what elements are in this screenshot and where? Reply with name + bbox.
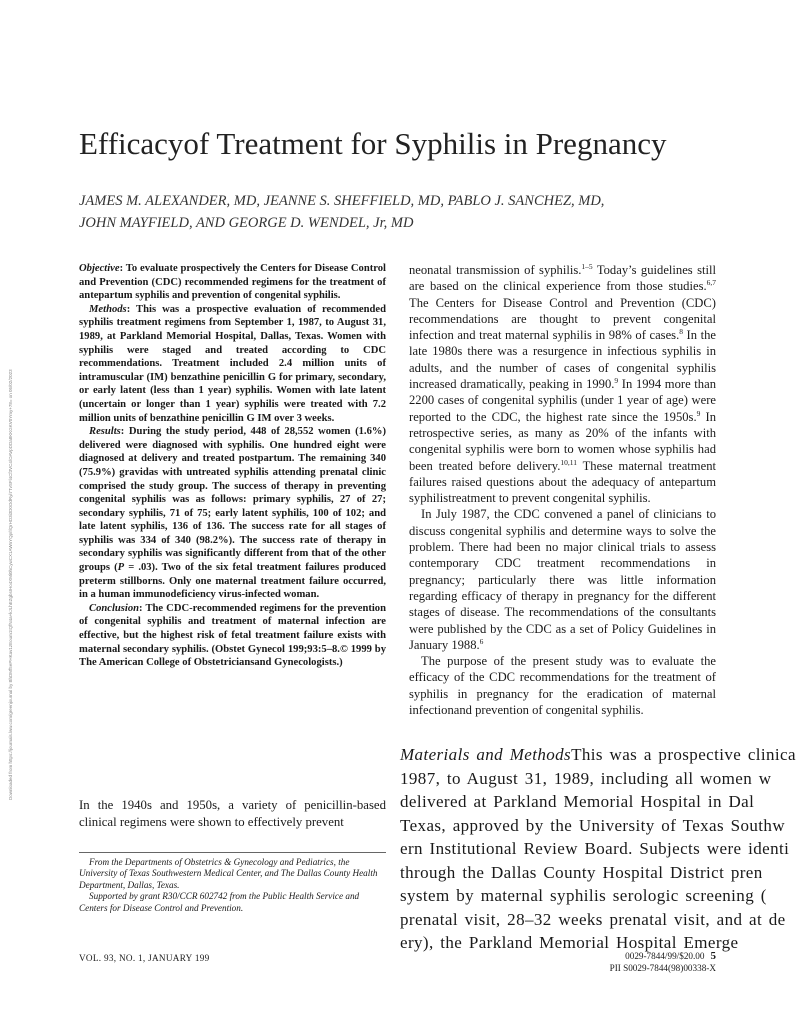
- abstract-conclusion: [79, 602, 386, 670]
- methods-line: [400, 743, 796, 767]
- methods-line: Texas, approved by the University of Texas Southw: [400, 815, 786, 835]
- body-column-right: [409, 262, 716, 718]
- page-number: 5: [710, 950, 716, 962]
- abstract: [79, 262, 386, 670]
- author-line: JAMES M. ALEXANDER, MD, JEANNE S. SHEFFIELD, MD, PABLO J. SANCHEZ, MD,: [79, 193, 605, 209]
- reference-mark: 8: [679, 327, 683, 336]
- reference-mark: 10,11: [560, 457, 577, 467]
- body-text: neonatal transmission of syphilis.: [409, 263, 582, 277]
- footnote: [79, 852, 386, 914]
- methods-label: Methods: [89, 303, 127, 315]
- abstract-methods: [79, 303, 386, 425]
- p-value-symbol: P: [117, 562, 125, 574]
- abstract-objective: [79, 262, 386, 303]
- footnote-affiliation: From the Departments of Obstetrics & Gynecology and Pediatrics, the University of Texas Southwestern Medical Center, and The Dallas County Health Department, Dallas, Texas.: [79, 857, 378, 890]
- conclusion-text: : The CDC-recommended regimens for the prevention of congenital syphilis and treatment of maternal infection are effective, but the highest risk of fetal treatment failure exists with maternal secondary syphilis. (Obstet Gynecol 199;93:5–8.© 1999 by The American College of Obstetriciansand Gynecologists.): [79, 602, 386, 669]
- body-text: In July 1987, the CDC convened a panel of clinicians to discuss congenital syphilis and determine ways to solve the problem. There had been no major clinical trials to assess contemporary CDC treatment recommendations in pregnancy; particularly there was little information regarding efficacy of therapy in pregnancy for the different stages of disease. The recommendations of the consultants were published by the CDC as a set of Policy Guidelines in January 1988.: [409, 507, 716, 652]
- methods-line: through the Dallas County Hospital District pren: [400, 862, 763, 882]
- methods-section: [400, 743, 796, 952]
- conclusion-label: Conclusion: [89, 602, 140, 614]
- author-list: [79, 190, 759, 234]
- methods-line: prenatal visit, 28–32 weeks prenatal visit, and at de: [400, 909, 786, 929]
- body-paragraph: [409, 506, 716, 653]
- article-title: Efficacyof Treatment for Syphilis in Pregnancy: [79, 126, 667, 161]
- footer-info: [520, 950, 716, 974]
- author-line: JOHN MAYFIELD, AND GEORGE D. WENDEL, Jr, MD: [79, 215, 414, 231]
- body-text: Today’s guidelines still are based on the clinical experience from those studies.: [409, 263, 716, 294]
- results-text: : During the study period, 448 of 28,552 women (1.6%) delivered were diagnosed with syphilis. One hundred eight were diagnosed at delivery and treated postpartum. The remaining 340 (75.9%) gravidas with untreated syphilis attending prenatal clinic comprised the study group. The success of therapy in preventing congenital syphilis was as follows: primary syphilis, 27 of 27; secondary syphilis, 71 of 75; early latent syphilis, 100 of 102; and late latent syphilis, 136 of 136. The success rate for all stages of syphilis was 334 of 340 (98.2%). The success rate of therapy in secondary syphilis was significantly different from that of the other groups (: [79, 426, 386, 574]
- objective-label: Objective: [79, 263, 120, 274]
- reference-mark: 6: [479, 636, 484, 646]
- abstract-results: [79, 425, 386, 602]
- body-text: The Centers for Disease Control and Prevention (CDC) recommendations are thought to prevent congenital infection and treat maternal syphilis in 98% of cases.: [409, 295, 716, 343]
- methods-line: ery), the Parkland Memorial Hospital Emerge: [400, 933, 739, 952]
- reference-mark: 6,7: [706, 278, 716, 288]
- journal-volume: VOL. 93, NO. 1, JANUARY 199: [79, 953, 210, 963]
- body-text: These maternal treatment failures raised questions about the adequacy of antepartum syphilistreatment to prevent congenital syphilis.: [409, 458, 716, 506]
- download-watermark-text: Downloaded from https://journals.lww.com/greenjournal by BhDMf5ePHKav1zEoum1tQfN4a+kJLhEZgbsIHo4XMi0hCywCX1AWnYQp/IlQrHD3i3D0OdRyi7TvSFl4Cf3VC4/OAVpDDa8KKGKV0Ymy+78= on 05/02/2023: [8, 369, 13, 800]
- methods-heading: Materials and Methods: [400, 745, 572, 764]
- methods-line: delivered at Parkland Memorial Hospital in Dal: [400, 792, 755, 811]
- results-text-cont: = .03). Two of the six fetal treatment failures produced preterm stillborns. Only one maternal treatment failure occurred, in a human immunodeficiency virus-infected woman.: [79, 562, 386, 601]
- download-watermark: [8, 260, 18, 800]
- methods-line: system by maternal syphilis serologic screening (: [400, 886, 767, 905]
- reference-mark: 9: [614, 375, 619, 385]
- pii-code: PII S0029-7844(98)00338-X: [609, 963, 716, 973]
- methods-line: 1987, to August 31, 1989, including all women w: [400, 768, 772, 788]
- objective-text: : To evaluate prospectively the Centers for Disease Control and Prevention (CDC) recommended regimens for the treatment of antepartum syphilis and prevention of congenital syphilis.: [79, 263, 386, 302]
- body-text: In retrospective series, as many as 20% of the infants with congenital syphilis were born to women whose syphilis had been treated before delivery.: [409, 409, 717, 473]
- methods-line: ern Institutional Review Board. Subjects were identi: [400, 839, 790, 858]
- issn-price: 0029-7844/99/$20.00: [625, 951, 705, 961]
- reference-mark: 9: [696, 408, 701, 418]
- body-paragraph: [409, 262, 716, 506]
- body-paragraph: The purpose of the present study was to evaluate the efficacy of the CDC recommendations for the treatment of syphilis in pregnancy for the eradication of maternal infectionand prevention of congenital syphilis.: [409, 654, 716, 718]
- results-label: Results: [89, 426, 121, 438]
- methods-text: : This was a prospective evaluation of recommended syphilis treatment regimens from September 1, 1987, to August 31, 1989, at Parkland Memorial Hospital, Dallas, Texas. Women with syphilis were staged and treated according to CDC recommendations. Treatment included 2.4 million units of intramuscular (IM) benzathine penicillin G for primary, secondary, or early latent (less than 1 year) syphilis. Women with late latent (uncertain or longer than 1 year) syphilis were treated with 7.2 million units of benzathine penicillin G IM over 3 weeks.: [79, 303, 386, 424]
- body-text: In 1994 more than 2200 cases of congenital syphilis (under 1 year of age) were reported to the CDC, the highest rate since the 1950s.: [409, 377, 716, 424]
- intro-paragraph: In the 1940s and 1950s, a variety of penicillin-based clinical regimens were shown to effectively prevent: [79, 798, 386, 829]
- methods-text: This was a prospective clinica: [571, 745, 796, 764]
- body-text: In the late 1980s there was a resurgence in infectious syphilis in adults, and the number of cases of congenital syphilis increased dramatically, peaking in 1990.: [409, 328, 716, 392]
- reference-mark: 1–5: [581, 261, 593, 271]
- footnote-support: Supported by grant R30/CCR 602742 from the Public Health Service and Centers for Disease Control and Prevention.: [79, 891, 360, 913]
- footer-price-line: [520, 950, 716, 962]
